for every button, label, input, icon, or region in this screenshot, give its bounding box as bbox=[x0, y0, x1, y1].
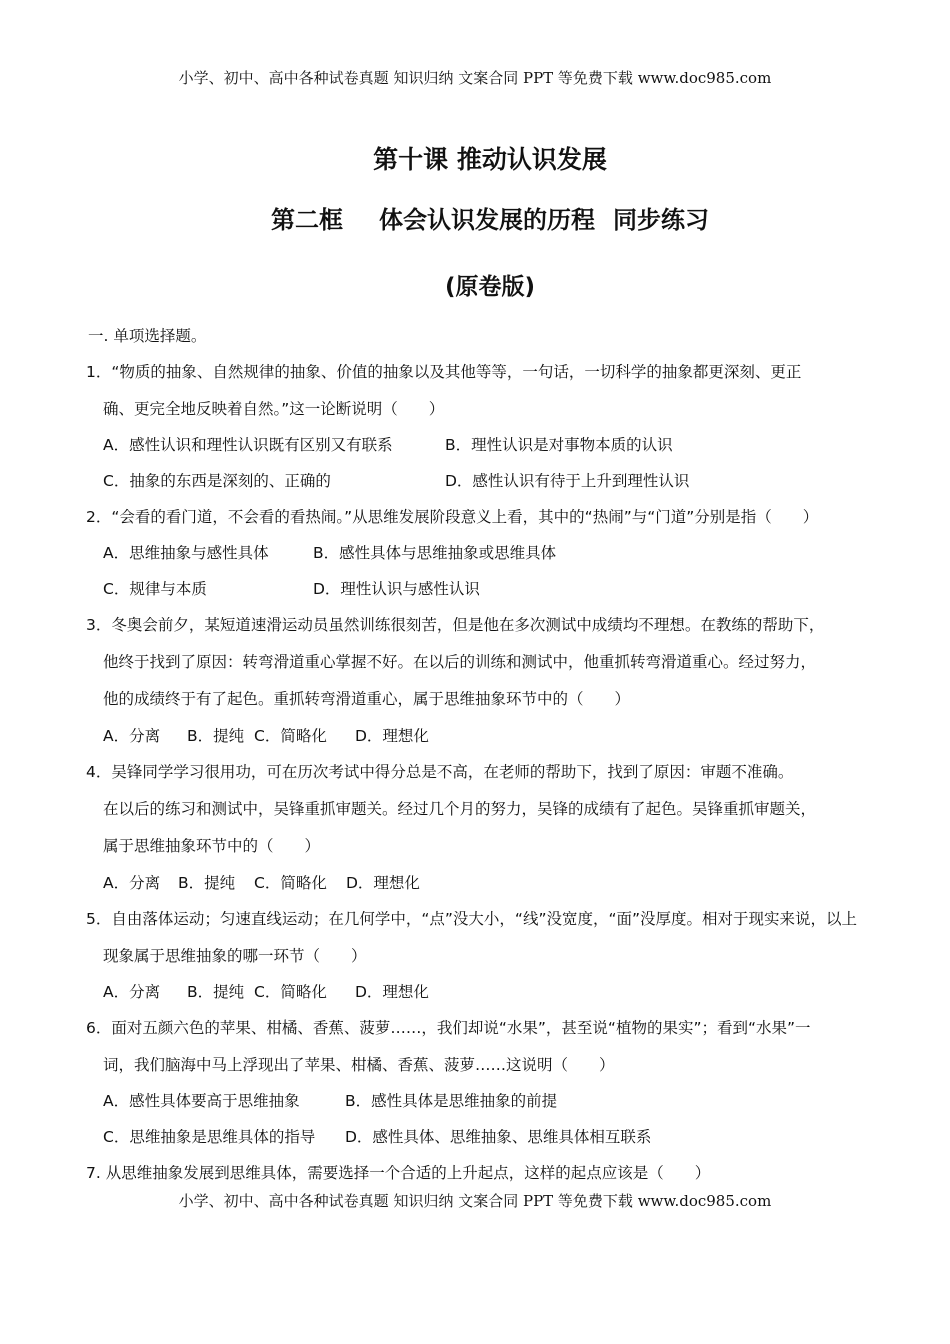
question-4-option-a: A．分离 bbox=[103, 874, 161, 892]
question-3-option-c: C．简略化 bbox=[254, 727, 327, 745]
question-3-line-2: 他终于找到了原因：转弯滑道重心掌握不好。在以后的训练和测试中，他重抓转弯滑道重心。经过努力， bbox=[103, 653, 817, 671]
question-5-option-d: D．理想化 bbox=[355, 983, 429, 1001]
question-3-option-b: B．提纯 bbox=[187, 727, 245, 745]
question-6-option-c: C．思维抽象是思维具体的指导 bbox=[103, 1128, 316, 1146]
question-5-option-c: C．简略化 bbox=[254, 983, 327, 1001]
question-2-line-1: 2．“会看的看门道，不会看的看热闹。”从思维发展阶段意义上看，其中的“热闹”与“门道”分别是指（ ） bbox=[86, 508, 819, 526]
subtitle-part-a: 第二框 bbox=[271, 206, 343, 234]
page-subtitle bbox=[0, 200, 950, 235]
question-4-option-b: B．提纯 bbox=[178, 874, 236, 892]
question-6-option-d: D．感性具体、思维抽象、思维具体相互联系 bbox=[345, 1128, 652, 1146]
question-5-option-b: B．提纯 bbox=[187, 983, 245, 1001]
question-4-line-2: 在以后的练习和测试中，吴锋重抓审题关。经过几个月的努力，吴锋的成绩有了起色。吴锋重抓审题关， bbox=[103, 800, 817, 818]
edition-label: (原卷版) bbox=[444, 274, 536, 300]
page-header: 小学、初中、高中各种试卷真题 知识归纳 文案合同 PPT 等免费下载 www.doc985.com bbox=[178, 69, 772, 87]
question-1-line-1: 1．“物质的抽象、自然规律的抽象、价值的抽象以及其他等等，一句话，一切科学的抽象都更深刻、更正 bbox=[86, 363, 802, 381]
question-6-line-2: 词，我们脑海中马上浮现出了苹果、柑橘、香蕉、菠萝……这说明（ ） bbox=[103, 1056, 615, 1074]
section-heading: 一. 单项选择题。 bbox=[88, 327, 207, 345]
question-4-line-3: 属于思维抽象环节中的（ ） bbox=[103, 837, 321, 855]
question-7-line-1: 7. 从思维抽象发展到思维具体，需要选择一个合适的上升起点，这样的起点应该是（ ） bbox=[86, 1164, 711, 1182]
question-1-option-b: B．理性认识是对事物本质的认识 bbox=[445, 436, 673, 454]
question-6-option-b: B．感性具体是思维抽象的前提 bbox=[345, 1092, 558, 1110]
subtitle-part-b: 体会认识发展的历程 bbox=[379, 206, 595, 234]
subtitle-part-c: 同步练习 bbox=[613, 206, 709, 234]
question-1-option-c: C．抽象的东西是深刻的、正确的 bbox=[103, 472, 331, 490]
question-4-option-d: D．理想化 bbox=[346, 874, 420, 892]
question-5-line-1: 5．自由落体运动；匀速直线运动；在几何学中，“点”没大小，“线”没宽度，“面”没厚度。相对于现实来说，以上 bbox=[86, 910, 858, 928]
question-5-line-2: 现象属于思维抽象的哪一环节（ ） bbox=[103, 947, 367, 965]
question-4-option-c: C．简略化 bbox=[254, 874, 327, 892]
question-3-line-1: 3．冬奥会前夕，某短道速滑运动员虽然训练很刻苦，但是他在多次测试中成绩均不理想。在教练的帮助下， bbox=[86, 616, 825, 634]
page-title: 第十课 推动认识发展 bbox=[373, 145, 607, 174]
question-6-option-a: A．感性具体要高于思维抽象 bbox=[103, 1092, 300, 1110]
question-2-option-c: C．规律与本质 bbox=[103, 580, 207, 598]
question-2-option-b: B．感性具体与思维抽象或思维具体 bbox=[313, 544, 557, 562]
question-3-option-a: A．分离 bbox=[103, 727, 161, 745]
question-4-line-1: 4．吴锋同学学习很用功，可在历次考试中得分总是不高，在老师的帮助下，找到了原因：审题不准确。 bbox=[86, 763, 794, 781]
question-5-option-a: A．分离 bbox=[103, 983, 161, 1001]
question-2-option-a: A．思维抽象与感性具体 bbox=[103, 544, 269, 562]
question-6-line-1: 6．面对五颜六色的苹果、柑橘、香蕉、菠萝……，我们却说“水果”，甚至说“植物的果实”；看到“水果”一 bbox=[86, 1019, 811, 1037]
question-1-option-a: A．感性认识和理性认识既有区别又有联系 bbox=[103, 436, 393, 454]
question-3-line-3: 他的成绩终于有了起色。重抓转弯滑道重心，属于思维抽象环节中的（ ） bbox=[103, 690, 631, 708]
page-footer: 小学、初中、高中各种试卷真题 知识归纳 文案合同 PPT 等免费下载 www.doc985.com bbox=[178, 1192, 772, 1210]
question-1-option-d: D．感性认识有待于上升到理性认识 bbox=[445, 472, 690, 490]
question-2-option-d: D．理性认识与感性认识 bbox=[313, 580, 480, 598]
question-1-line-2: 确、更完全地反映着自然。”这一论断说明（ ） bbox=[103, 400, 445, 418]
question-3-option-d: D．理想化 bbox=[355, 727, 429, 745]
